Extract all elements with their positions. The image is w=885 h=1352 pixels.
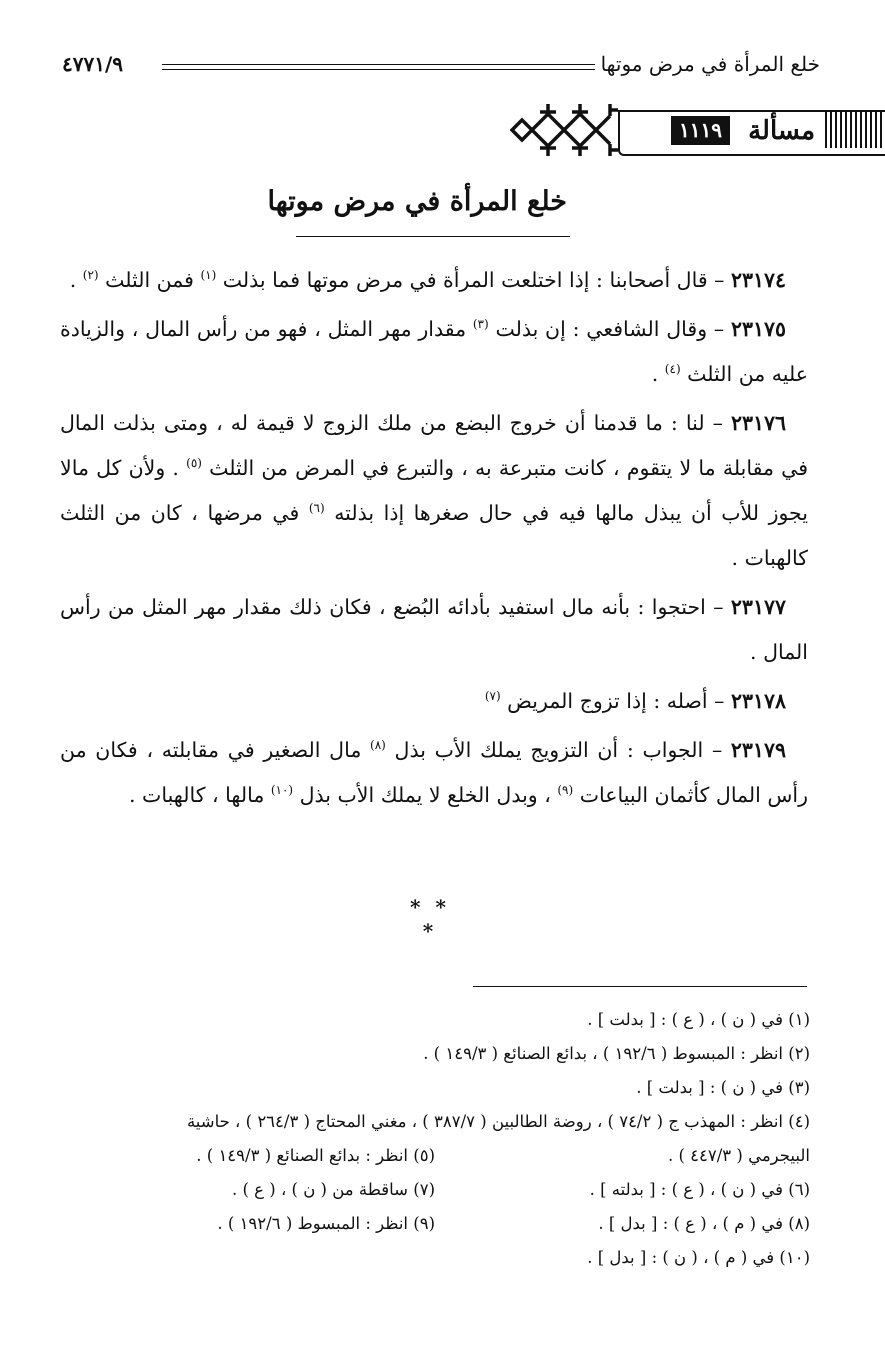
- paragraph-text: وقال الشافعي : إن بذلت: [488, 317, 708, 341]
- paragraph-text: مالها ، كالهبات .: [129, 783, 271, 807]
- footnote-ref: (٩): [557, 783, 574, 798]
- footnote-4-continued: البيجرمي ( ٤٤٧/٣ ) .: [667, 1146, 810, 1165]
- footnote-row: [60, 1207, 810, 1241]
- footnote-ref: (٦): [308, 501, 325, 516]
- paragraph-number: ٢٣١٧٨: [730, 689, 786, 713]
- footnote-9: (٩) انظر : المبسوط ( ١٩٢/٦ ) .: [217, 1214, 435, 1233]
- footnote-ref: (٨): [370, 738, 386, 753]
- paragraph-text: ، وبدل الخلع لا يملك الأب بذل: [293, 783, 558, 807]
- footnote-ref: (٧): [484, 689, 501, 704]
- paragraph-text: مال الصغير في مقابلته ، فكان من رأس المال كأثمان البياعات: [60, 738, 808, 807]
- footnote-row: [60, 1173, 810, 1207]
- footnote-2: (٢) انظر : المبسوط ( ١٩٢/٦ ) ، بدائع الصنائع ( ١٤٩/٣ ) .: [423, 1044, 810, 1063]
- paragraph-dash: –: [711, 738, 723, 762]
- footnote-5: (٥) انظر : بدائع الصنائع ( ١٤٩/٣ ) .: [196, 1146, 435, 1165]
- paragraph: [60, 585, 808, 675]
- paragraph-number: ٢٣١٧٦: [730, 411, 786, 435]
- paragraph-dash: –: [714, 689, 725, 713]
- paragraph-dash: –: [712, 411, 723, 435]
- paragraph-text: مقدار مهر المثل ، فهو من رأس المال ، والزيادة عليه من الثلث: [60, 317, 808, 386]
- decorative-bars: [825, 112, 885, 148]
- footnote-ref: (٣): [472, 317, 489, 332]
- section-separator: * * *: [410, 895, 450, 943]
- paragraph: [60, 401, 808, 581]
- paragraph-text: قال أصحابنا : إذا اختلعت المرأة في مرض موتها فما بذلت: [216, 268, 708, 292]
- footnote-ref: (٥): [186, 456, 202, 471]
- footnote-row: [60, 1139, 810, 1173]
- footnote-rule: [473, 986, 807, 987]
- paragraph-dash: –: [713, 317, 725, 341]
- paragraph: [60, 258, 808, 303]
- paragraph-number: ٢٣١٧٩: [730, 738, 786, 762]
- running-header: [62, 52, 820, 86]
- paragraph-text: .: [651, 362, 665, 386]
- paragraph-text: . ولأن كل مالا يجوز للأب أن يبذل مالها فيه في حال صغرها إذا بذلته: [60, 456, 808, 525]
- paragraph-text: في مرضها ، كان من الثلث كالهبات .: [60, 501, 808, 570]
- ornament-icon: [510, 100, 620, 160]
- body-text: [60, 258, 808, 822]
- paragraph-dash: –: [713, 595, 724, 619]
- page-number: ٤٧٧١/٩: [62, 52, 127, 76]
- paragraph-text: أصله : إذا تزوج المريض: [500, 689, 708, 713]
- footnote-6: (٦) في ( ن ) ، ( ع ) : [ بدلته ] .: [589, 1180, 810, 1199]
- paragraph: [60, 307, 808, 397]
- footnote-ref: (٢): [82, 268, 99, 283]
- footnotes: [60, 1003, 810, 1275]
- footnote-8: (٨) في ( م ) ، ( ع ) : [ بدل ] .: [598, 1214, 810, 1233]
- paragraph-text: .: [69, 268, 83, 292]
- title-underline: [296, 236, 570, 237]
- masala-band: [510, 100, 885, 160]
- paragraph-text: الجواب : أن التزويج يملك الأب بذل: [385, 738, 704, 762]
- paragraph: [60, 679, 808, 724]
- paragraph-text: لنا : ما قدمنا أن خروج البضع من ملك الزوج لا قيمة له ، ومتى بذلت المال في مقابلة ما لا يتقوم ، كانت متبرعة به ، والتبرع في المرض من الثلث: [60, 411, 808, 480]
- masala-number: ١١١٩: [671, 116, 730, 145]
- paragraph: [60, 728, 808, 818]
- footnote-7: (٧) ساقطة من ( ن ) ، ( ع ) .: [232, 1180, 435, 1199]
- section-title: خلع المرأة في مرض موتها: [267, 186, 567, 217]
- paragraph-text: فمن الثلث: [98, 268, 201, 292]
- footnote-4: (٤) انظر : المهذب ج ( ٧٤/٢ ) ، روضة الطالبين ( ٣٨٧/٧ ) ، مغني المحتاج ( ٢٦٤/٣ ) ، حاشية: [186, 1112, 810, 1131]
- footnote-ref: (١٠): [270, 783, 294, 798]
- header-double-rule: [162, 64, 615, 70]
- paragraph-dash: –: [714, 268, 725, 292]
- footnote-ref: (٤): [664, 362, 681, 377]
- footnote-10: (١٠) في ( م ) ، ( ن ) : [ بدل ] .: [587, 1248, 810, 1267]
- footnote-ref: (١): [200, 268, 217, 283]
- paragraph-number: ٢٣١٧٥: [730, 317, 786, 341]
- footnote-3: (٣) في ( ن ) : [ بدلت ] .: [636, 1078, 810, 1097]
- footnote-1: (١) في ( ن ) ، ( ع ) : [ بدلت ] .: [587, 1010, 810, 1029]
- masala-label: مسألة: [748, 116, 815, 146]
- running-title: خلع المرأة في مرض موتها: [595, 52, 820, 76]
- paragraph-number: ٢٣١٧٧: [730, 595, 786, 619]
- paragraph-number: ٢٣١٧٤: [730, 268, 786, 292]
- paragraph-text: احتجوا : بأنه مال استفيد بأدائه البُضع ، فكان ذلك مقدار مهر المثل من رأس المال .: [60, 595, 808, 664]
